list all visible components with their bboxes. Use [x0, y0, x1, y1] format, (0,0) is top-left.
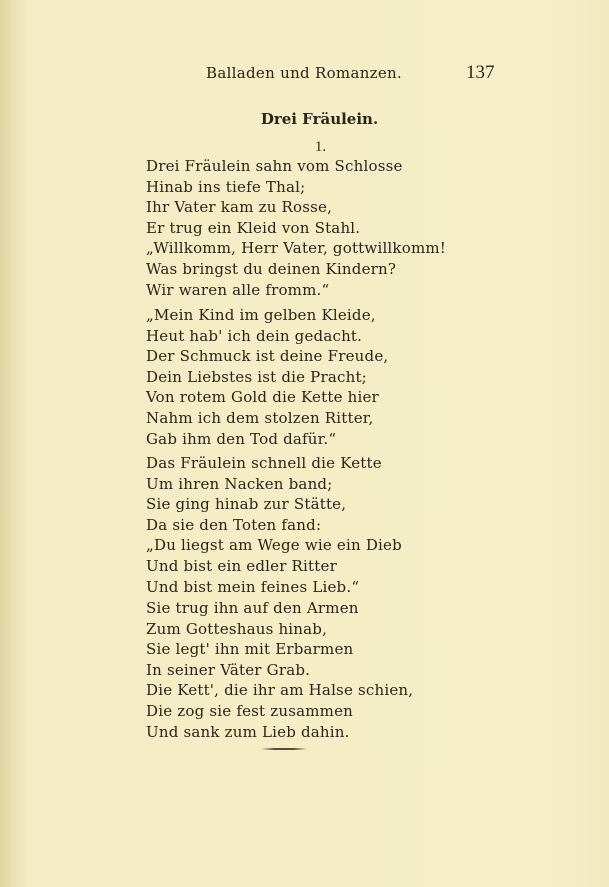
poem-line: Ihr Vater kam zu Rosse, [146, 198, 333, 217]
poem-line: Sie trug ihn auf den Armen [146, 599, 359, 617]
poem-title: Drei Fräulein. [260, 110, 379, 128]
stanza-4 [146, 598, 413, 742]
poem-line: Wir waren alle fromm.“ [146, 280, 330, 299]
poem-line: „Du liegst am Wege wie ein Dieb [146, 536, 402, 555]
poem-line: Die Kett', die ihr am Halse schien, [146, 681, 414, 700]
poem-line: Was bringst du deinen Kindern? [146, 259, 397, 278]
poem-line: Sie ging hinab zur Stätte, [146, 495, 347, 514]
poem-line: Er trug ein Kleid von Stahl. [146, 218, 361, 237]
poem-line: Das Fräulein schnell die Kette [146, 454, 382, 472]
running-head [0, 64, 609, 88]
poem-line: Und bist ein edler Ritter [146, 556, 337, 575]
poem-line: Von rotem Gold die Kette hier [146, 388, 379, 407]
stanza-1 [146, 156, 446, 300]
running-title: Balladen und Romanzen. [206, 64, 403, 82]
poem-line: Hinab ins tiefe Thal; [146, 177, 306, 196]
poem-line: Heut hab' ich dein gedacht. [146, 326, 363, 345]
poem-line: Und sank zum Lieb dahin. [146, 722, 350, 741]
poem-line: „Mein Kind im gelben Kleide, [146, 306, 376, 324]
stanza-2 [146, 305, 388, 449]
poem-line: Der Schmuck ist deine Freude, [146, 347, 389, 366]
poem-line: Und bist mein feines Lieb.“ [146, 577, 360, 596]
poem-line: Die zog sie fest zusammen [146, 701, 354, 720]
poem-line: Sie legt' ihn mit Erbarmen [146, 640, 354, 659]
poem-line: Dein Liebstes ist die Pracht; [146, 367, 367, 386]
section-number: 1. [314, 139, 327, 155]
poem-line: Zum Gotteshaus hinab, [146, 619, 328, 638]
page-number: 137 [466, 62, 495, 83]
poem-line: Da sie den Toten fand: [146, 515, 322, 534]
poem-line: Nahm ich dem stolzen Ritter, [146, 408, 374, 427]
poem-line: In seiner Väter Grab. [146, 660, 311, 679]
poem-line: Drei Fräulein sahn vom Schlosse [146, 157, 403, 175]
poem-line: „Willkomm, Herr Vater, gottwillkomm! [146, 239, 447, 258]
stanza-3 [146, 453, 402, 597]
poem-line: Um ihren Nacken band; [146, 474, 333, 493]
poem-line: Gab ihm den Tod dafür.“ [146, 429, 337, 448]
end-rule-divider [261, 748, 307, 750]
